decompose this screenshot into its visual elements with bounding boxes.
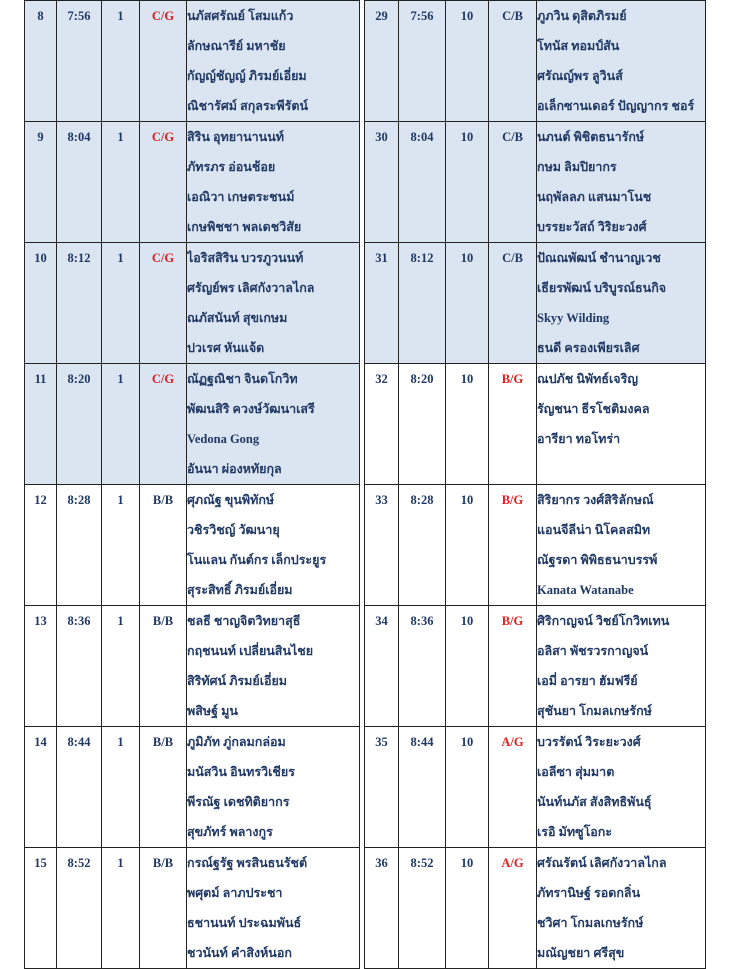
tee-time: 8:04 [410, 130, 434, 144]
group-number-cell [25, 364, 57, 485]
tee-time: 8:52 [410, 856, 434, 870]
group-class: B/B [152, 614, 174, 628]
group-class: C/B [502, 9, 523, 23]
player-name: ศรัณรัตน์ เลิศกังวาลไกล [537, 856, 667, 870]
group-number: 36 [375, 856, 388, 870]
group-number: 30 [375, 130, 388, 144]
player-name: ณัฏฐณิชา จินดโกวิท [187, 372, 298, 386]
group-number: 31 [375, 251, 388, 265]
player-name: ณภัสนันท์ สุขเกษม [187, 311, 288, 325]
player-name: กรณ์ฐรัฐ พรสินธนรัชต์ [187, 856, 308, 870]
player-name: Vedona Gong [187, 432, 260, 446]
group-row [365, 848, 706, 969]
player-name: พศุตม์ ลาภประชา [187, 886, 283, 900]
tee-time: 7:56 [410, 9, 434, 23]
starting-tee: 1 [117, 372, 124, 386]
group-class-cell [489, 485, 537, 606]
tee-time: 8:52 [67, 856, 91, 870]
player-name: สิริยากร วงศ์สิริลักษณ์ [537, 493, 654, 507]
starting-tee: 1 [117, 9, 124, 23]
starting-tee: 10 [460, 856, 474, 870]
group-class: B/B [152, 856, 174, 870]
tee-time: 8:44 [67, 735, 91, 749]
player-name: ศรัณญ์พร ลูวินส์ [537, 69, 623, 83]
starting-tee: 10 [460, 493, 474, 507]
tee-time: 8:36 [410, 614, 434, 628]
player-name [537, 454, 705, 484]
starting-tee-cell [446, 848, 489, 969]
starting-tee: 1 [117, 856, 124, 870]
player-name: สุชันยา โกมลเกษรักษ์ [537, 704, 652, 718]
group-number: 9 [37, 130, 44, 144]
group-class-cell [140, 122, 187, 243]
group-class-cell [140, 485, 187, 606]
group-class: C/B [502, 130, 523, 144]
player-name: ศิริกาญจน์ วิชย์โกวิทเทน [537, 614, 670, 628]
starting-tee-cell [446, 1, 489, 122]
player-name: ปวเรศ หันแจ้ด [187, 341, 265, 355]
tee-time: 8:36 [67, 614, 91, 628]
group-number: 34 [375, 614, 388, 628]
group-row [365, 727, 706, 848]
group-class-cell [489, 606, 537, 727]
group-row [25, 848, 360, 969]
player-name: แอนจีลีน่า นิโคลสมิท [537, 523, 651, 537]
group-number-cell [25, 727, 57, 848]
group-number: 10 [34, 251, 47, 265]
player-name: บวรรัตน์ วิระยะวงศ์ [537, 735, 641, 749]
player-name: ชวิศา โกมลเกษรักษ์ [537, 916, 644, 930]
group-number-cell [365, 1, 399, 122]
player-name: ลักษณารีย์ มหาชัย [187, 39, 286, 53]
tee-time-cell [399, 727, 446, 848]
group-number-cell [25, 485, 57, 606]
left-flight-table [24, 0, 360, 969]
group-class: C/B [502, 251, 523, 265]
starting-tee: 10 [460, 372, 474, 386]
group-class: A/G [501, 856, 524, 870]
player-name: กัญญ์ชัญญ์ ภิรมย์เอี่ยม [187, 69, 307, 83]
group-class: B/G [501, 493, 524, 507]
group-number: 12 [34, 493, 47, 507]
group-row [365, 122, 706, 243]
group-class-cell [489, 364, 537, 485]
starting-tee: 10 [460, 251, 474, 265]
starting-tee: 10 [460, 130, 474, 144]
players-cell [187, 122, 360, 243]
player-name: ณปภัช นิพัทธ์เจริญ [537, 372, 638, 386]
group-number-cell [25, 848, 57, 969]
group-row [25, 243, 360, 364]
group-number: 29 [375, 9, 388, 23]
player-name: ไอริสสิริน บวรภูวนนท์ [187, 251, 304, 265]
player-name: เกษพิชชา พลเดชวิสัย [187, 220, 302, 234]
player-name: มณัญชยา ศรีสุข [537, 946, 625, 960]
group-number: 33 [375, 493, 388, 507]
player-name: ศุภณัฐ ขุนพิทักษ์ [187, 493, 275, 507]
group-class-cell [140, 848, 187, 969]
starting-tee-cell [446, 606, 489, 727]
players-cell [537, 364, 706, 485]
group-class-cell [489, 848, 537, 969]
group-class-cell [489, 727, 537, 848]
player-name: อันนา ผ่องหทัยกุล [187, 462, 282, 476]
group-class-cell [489, 122, 537, 243]
group-class: C/G [151, 9, 175, 23]
players-cell [537, 848, 706, 969]
tee-time: 8:28 [410, 493, 434, 507]
tee-time-cell [399, 606, 446, 727]
player-name: สิริน อุทยานานนท์ [187, 130, 284, 144]
starting-tee-cell [102, 606, 140, 727]
group-row [25, 1, 360, 122]
group-number-cell [365, 606, 399, 727]
group-row [365, 1, 706, 122]
group-class: B/G [501, 372, 524, 386]
player-name: วชิรวิชญ์ วัฒนายุ [187, 523, 280, 537]
group-class: B/B [152, 493, 174, 507]
tee-time: 8:12 [410, 251, 434, 265]
tee-time: 8:12 [67, 251, 91, 265]
player-name: โนแลน กันต์กร เล็กประยูร [187, 553, 327, 567]
group-class: B/G [501, 614, 524, 628]
players-cell [537, 727, 706, 848]
player-name: โทนัส ทอมป์สัน [537, 39, 620, 53]
player-name: ธนดี ครองเพียรเลิศ [537, 341, 640, 355]
starting-tee-cell [102, 727, 140, 848]
group-row [25, 364, 360, 485]
players-cell [537, 122, 706, 243]
starting-tee: 1 [117, 735, 124, 749]
player-name: มนัสวิน อินทรวิเชียร [187, 765, 295, 779]
group-class: C/G [151, 130, 175, 144]
group-number: 32 [375, 372, 388, 386]
player-name: รัญชนา ธีรโชติมงคล [537, 402, 650, 416]
group-class: B/B [152, 735, 174, 749]
group-number-cell [365, 243, 399, 364]
player-name: ศรัญย์พร เลิศกังวาลไกล [187, 281, 315, 295]
player-name: เอมี่ อารยา ฮัมฟรีย์ [537, 674, 638, 688]
tee-time: 8:20 [67, 372, 91, 386]
player-name: ชวนันท์ คำสิงห์นอก [187, 946, 292, 960]
tee-time: 8:44 [410, 735, 434, 749]
tee-time-cell [57, 122, 102, 243]
player-name: นภัสศรัณย์ โสมแก้ว [187, 9, 294, 23]
player-name: ภัทรานิษฐ์ รอดกลิ่น [537, 886, 641, 900]
tee-time-cell [399, 243, 446, 364]
tee-time-cell [57, 1, 102, 122]
starting-tee-cell [446, 122, 489, 243]
player-name: ภูภวิน ดุสิตภิรมย์ [537, 9, 627, 23]
starting-tee-cell [102, 485, 140, 606]
group-row [25, 485, 360, 606]
group-number: 15 [34, 856, 47, 870]
player-name: เอณิวา เกษตระชนม์ [187, 190, 295, 204]
tee-time: 7:56 [67, 9, 91, 23]
starting-tee-cell [102, 243, 140, 364]
group-number-cell [365, 485, 399, 606]
group-number-cell [25, 243, 57, 364]
group-row [365, 485, 706, 606]
starting-tee: 1 [117, 251, 124, 265]
player-name: Skyy Wilding [537, 311, 610, 325]
group-number: 8 [37, 9, 44, 23]
tee-time-cell [57, 485, 102, 606]
player-name: บรรยะวัสถ์ วิริยะวงศ์ [537, 220, 647, 234]
group-number: 35 [375, 735, 388, 749]
tee-time-cell [399, 848, 446, 969]
tee-time-cell [57, 848, 102, 969]
player-name: เรอิ มัทซูโอกะ [537, 825, 613, 839]
player-name: นันท์นภัส สังสิทธิพันธุ์ [537, 795, 652, 809]
players-cell [187, 243, 360, 364]
starting-tee: 1 [117, 614, 124, 628]
player-name: พีรณัฐ เดชทิติยากร [187, 795, 290, 809]
player-name: ณัฐรดา พิพิธธนาบรรพ์ [537, 553, 658, 567]
players-cell [187, 364, 360, 485]
players-cell [537, 1, 706, 122]
group-row [25, 606, 360, 727]
group-number-cell [365, 122, 399, 243]
player-name: ภัทรภร อ่อนช้อย [187, 160, 276, 174]
group-number-cell [25, 606, 57, 727]
tee-time-cell [399, 485, 446, 606]
starting-tee-cell [446, 243, 489, 364]
starting-tee-cell [102, 1, 140, 122]
group-row [365, 364, 706, 485]
player-name: นภนต์ พิชิตธนารักษ์ [537, 130, 645, 144]
player-name: สุระสิทธิ์ ภิรมย์เอี่ยม [187, 583, 293, 597]
tee-time-cell [57, 727, 102, 848]
players-cell [537, 606, 706, 727]
group-class-cell [489, 1, 537, 122]
group-number-cell [365, 848, 399, 969]
starting-tee-cell [102, 848, 140, 969]
group-row [25, 727, 360, 848]
player-name: Kanata Watanabe [537, 583, 634, 597]
player-name: ปัณณพัฒน์ ชำนาญเวช [537, 251, 661, 265]
player-name: เธียรพัฒน์ บริบูรณ์ธนกิจ [537, 281, 667, 295]
tee-time-cell [399, 1, 446, 122]
group-class-cell [140, 727, 187, 848]
players-cell [537, 243, 706, 364]
right-flight-table [364, 0, 706, 969]
group-number: 13 [34, 614, 47, 628]
tee-time-cell [399, 122, 446, 243]
group-number: 11 [34, 372, 47, 386]
group-class-cell [140, 1, 187, 122]
starting-tee: 1 [117, 130, 124, 144]
starting-tee: 10 [460, 735, 474, 749]
starting-tee-cell [446, 727, 489, 848]
player-name: อารียา ทอโทร่า [537, 432, 621, 446]
starting-tee-cell [446, 485, 489, 606]
group-number-cell [365, 727, 399, 848]
group-class: C/G [151, 372, 175, 386]
group-number-cell [365, 364, 399, 485]
player-name: เอลีซา สุ่มมาต [537, 765, 615, 779]
players-cell [187, 727, 360, 848]
tee-time-cell [399, 364, 446, 485]
player-name: อเล็กซานเดอร์ ปัญญากร ชอร์ [537, 99, 695, 113]
starting-tee-cell [102, 364, 140, 485]
players-cell [187, 848, 360, 969]
group-class: C/G [151, 251, 175, 265]
players-cell [187, 606, 360, 727]
group-class-cell [140, 606, 187, 727]
tee-time: 8:20 [410, 372, 434, 386]
group-number-cell [25, 122, 57, 243]
player-name: สุขภัทร์ พลางกูร [187, 825, 273, 839]
player-name: กษม ลิมปิยากร [537, 160, 617, 174]
player-name: สิริทัศน์ ภิรมย์เอี่ยม [187, 674, 288, 688]
player-name: พัฒนสิริ ควงษ์วัฒนาเสรี [187, 402, 315, 416]
group-class-cell [489, 243, 537, 364]
starting-tee-cell [102, 122, 140, 243]
tee-time-cell [57, 364, 102, 485]
player-name: กฤชนนท์ เปลี่ยนสินไชย [187, 644, 314, 658]
starting-tee: 1 [117, 493, 124, 507]
players-cell [187, 485, 360, 606]
tee-time-cell [57, 243, 102, 364]
player-name: ชลธี ชาญจิตวิทยาสุธี [187, 614, 301, 628]
player-name: พสิษฐ์ มูน [187, 704, 238, 718]
group-number-cell [25, 1, 57, 122]
starting-tee: 10 [460, 9, 474, 23]
player-name: ธชานนท์ ประฉมพันธ์ [187, 916, 302, 930]
starting-tee-cell [446, 364, 489, 485]
player-name: อลิสา พัชรวรกาญจน์ [537, 644, 649, 658]
starting-tee: 10 [460, 614, 474, 628]
group-class: A/G [501, 735, 524, 749]
group-row [25, 122, 360, 243]
players-cell [187, 1, 360, 122]
group-class-cell [140, 364, 187, 485]
player-name: ณิชารัศม์ สกุลระพีรัตน์ [187, 99, 309, 113]
group-class-cell [140, 243, 187, 364]
tee-time: 8:28 [67, 493, 91, 507]
tee-time: 8:04 [67, 130, 91, 144]
player-name: นฤพัลลภ แสนมาโนช [537, 190, 652, 204]
group-row [365, 243, 706, 364]
tee-time-cell [57, 606, 102, 727]
player-name: ภูมิภัท ภู่กลมกล่อม [187, 735, 286, 749]
group-row [365, 606, 706, 727]
players-cell [537, 485, 706, 606]
group-number: 14 [34, 735, 47, 749]
